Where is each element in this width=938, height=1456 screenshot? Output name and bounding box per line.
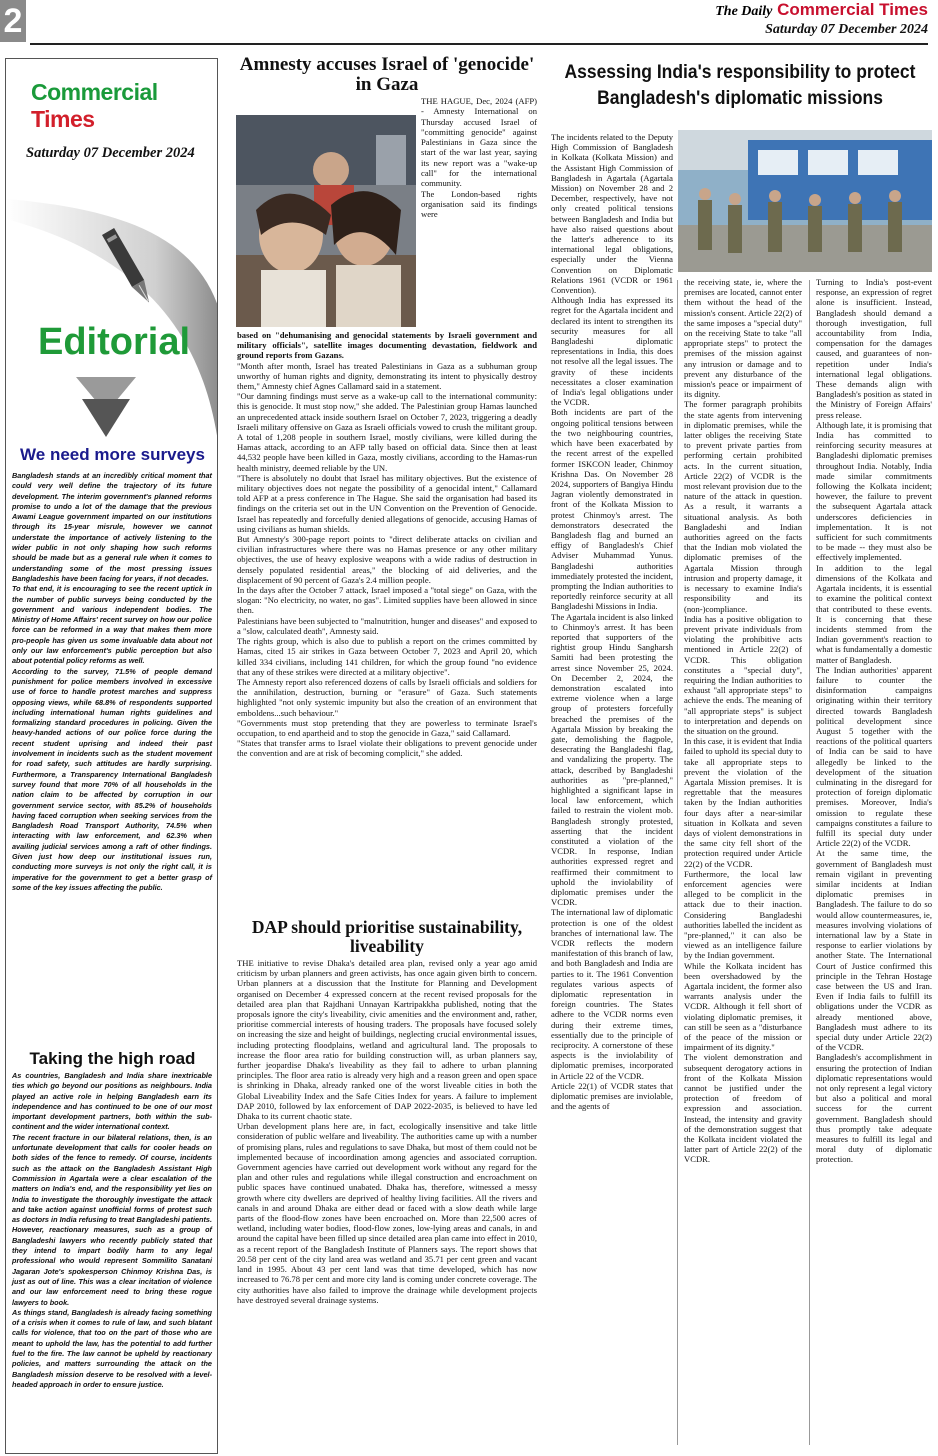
amnesty-paragraph: "Governments must stop pretending that they are powerless to terminate Israel's occupation, to end apartheid and to stop the genocide in Gaza," said Callamard. xyxy=(237,717,537,738)
masthead-rule xyxy=(30,43,928,45)
dap-paragraph: THE initiative to revise Dhaka's detailed area plan, revised only a year ago amid criticism by urban planners and green activists, has once again given birth to concern. Urban planners at a discussion that the Institute for Planning and Development organised on December 4 expressed concern at the recent revised proposals for the detailed area plan that Rajdhani Unnayan Kartripakkha published, noting that the proposals ignore the city's liveability, civic amenities and the environment and, rather, prioritise commercial interests of housing traders. The proposals have focused solely on increasing the size and height of buildings, neglecting crucial environmental issues, including protecting floodplains, wetland and agricultural land. The proposals to increase the floor area ratio for building construction will, as urban planners say, further jeopardise Dhaka's liveability as they fail to adhere to urban planning principles. The floor area ratio is already very high and a reason green and open space is shrinking in Dhaka, already ranked one of the worst liveable cities in both the Global Liveability Index and the Safe Cities Index for years. A failure to implement DAP 2010, followed by lax enforcement of DAP 2022-2035, is believed to have led Dhaka to its current chaotic state. xyxy=(237,958,537,1122)
india-paragraph: The incidents related to the Deputy High Commission of Bangladesh in Kolkata (Kolkata Mission) and the Assistant High Commission of Bangladesh in Agartala (Agartala Mission) on November 28 and 2 December, respectively, have not only created political tensions between Bangladesh and India but have also raised questions about the latter's adherence to its international legal obligations, especially under the Vienna Convention on Diplomatic Relations 1961 (VCDR or 1961 Convention). xyxy=(551,132,673,296)
brand-prefix: The Daily xyxy=(715,4,773,19)
page-number: 2 xyxy=(0,0,26,42)
dap-paragraph: Urban development plans here are, in fact, ecologically insensitive and take little consideration of public welfare and liveability. The authorities came up with a number of promising plans, rules and regulations to save Dhaka, but most of them could not be implemented because of incoordination among agencies and associated corruption. Government agencies have carried out development work without any regard for the plan and other rules and regulations while illegal construction and encroachment on public spaces have continued unabated. Dhaka has, therefore, witnessed a messy growth where city dwellers are deprived of healthy living facilities. All the rivers and canals in and around Dhaka are either dead or faced with a slow death while large parts of the flood-flow zones have been encroached on. More than 22,500 acres of wetland, including water bodies, flood-flow zones, low-lying areas and canals, in and around the capital have been filled up since detailed area plan came into effect in 2010, as a recent report of the Bangladesh Institute of Planners says. The report shows that 20.58 per cent of the city land area was wetland and 35.71 per cent green and vacant land in 1995. About 43 per cent land was that time developed, which has now increased to 76.78 per cent and more city land is coming under concrete coverage. The city authorities have also failed to improve the drainage while development projects have destroyed several drainage systems. xyxy=(237,1121,537,1305)
down-arrow-icon xyxy=(76,377,136,443)
logo-word-commercial: Commercial xyxy=(31,79,158,105)
amnesty-paragraph: The rights group, which is also due to publish a report on the crimes committed by Hamas, cited 15 air strikes in Gaza between October 7, 2023 and April 20, which killed 334 civilians, including 141 children, for which the group found "no evidence that any of these strikes were directed at a military objective". xyxy=(237,636,537,677)
amnesty-paragraph: based on "dehumanising and genocidal statements by Israeli government and military officials", satellite images documenting devastation, fieldwork and ground reports from Gazans. xyxy=(237,330,537,361)
amnesty-paragraph: "There is absolutely no doubt that Israel has military objectives. But the existence of military objectives does not negate the possibility of a genocidal intent," Callamard told AFP at a press conference in The Hague. She said the organisation had based its findings on the criteria set out in the UN Convention on the Prevention of Genocide. Israel has repeatedly and forcefully denied allegations of genocide, accusing Hamas of using civilians as human shields. xyxy=(237,472,537,534)
india-paragraph: the receiving state, ie, where the premises are located, cannot enter them without the head of the mission's consent. Article 22(2) of the same imposes a "special duty" on the receiving State to take "all appropriate steps" to protect the premises of the mission against any intrusion or damage and to prevent any disturbance of the mission's peace or impairment of its dignity. xyxy=(684,277,802,400)
india-paragraph: Turning to India's post-event response, an expression of regret alone is insufficient. Instead, Bangladesh should demand a thorough investigation, full accountability from India, compensation for the damages caused, and guarantees of non-repetition under India's international legal obligations. These demands align with Bangladesh's position as stated in the Ministry of Foreign Affairs' press release. xyxy=(816,277,932,420)
india-column-1 xyxy=(551,132,673,1112)
india-headline xyxy=(563,60,916,112)
editorial-headline-2: Taking the high road xyxy=(29,1049,196,1068)
amnesty-body xyxy=(237,330,537,759)
brand-name: Commercial Times xyxy=(777,0,928,19)
editorial-paragraph: According to the survey, 71.5% of people demand punishment for police members involved in excessive use of force to handle protest marches and suppress opposing views, while 68.8% of respondents supported including international human rights guidelines and formalizing standard procedures in policing. Given the heavy-handed actions of our police force during the recent student uprising and indeed their past involvement in incidents such as the student movement for road safety, such attitudes are hardly surprising. Furthermore, a Transparency International Bangladesh survey found that more 70% of all households in the nation claim to be affected by corruption in our government service sector, with 85.2% of households having faced corruption when seeking services from the Bangladesh Road Transport Authority, 74.5% when interacting with law enforcement, and 62.3% when availing judicial services among a raft of other findings. Given just how deep our institutional issues run, conducting more surveys is not only the right call, it is imperative for the government to get a better grasp of some of the key issues affecting the public. xyxy=(12,666,212,892)
amnesty-lead-continued: The London-based rights organisation said its findings were xyxy=(421,188,537,220)
masthead-brand xyxy=(715,0,928,20)
masthead-date: Saturday 07 December 2024 xyxy=(765,22,928,37)
gaza-children-photo xyxy=(236,115,416,327)
amnesty-headline: Amnesty accuses Israel of 'genocide' in Gaza xyxy=(239,54,535,95)
india-column-2 xyxy=(684,277,802,1165)
india-paragraph: The former paragraph prohibits the state agents from intervening in diplomatic premises, while the latter obliges the receiving State to prevent private parties from performing certain prohibited acts. In the current situation, Article 22(2) of VCDR is the most relevant provision due to the nature of the attack in question. As a result, it warrants a situational analysis. As both Bangladeshi and Indian authorities agreed on the facts that the Indian mob violated the diplomatic premises of the Agartala Mission through intrusion and property damage, it is necessary to examine India's responsibility and its (non-)compliance. xyxy=(684,399,802,614)
column-divider xyxy=(809,280,810,1445)
amnesty-paragraph: But Amnesty's 300-page report points to "direct deliberate attacks on civilian and civilian infrastructures where there was no Hamas presence or any other military objectives, the use of heavy explosive weapons with a wide radius of destruction in densely populated residential areas," the blocking of aid deliveries, and the displacement of 90 percent of Gaza's 2.4 million people. xyxy=(237,534,537,585)
india-paragraph: While the Kolkata incident has been overshadowed by the Agartala incident, the former also warrants analysis under the VCDR. Although it fell short of violating diplomatic premises, it can still be seen as a "disturbance of the peace of the mission or impairment of its dignity." xyxy=(684,960,802,1053)
logo-word-times: Times xyxy=(31,106,95,132)
india-paragraph: The Agartala incident is also linked to Chinmoy's arrest. It has been reported that supporters of the rightist group Hindu Sangharsh Samiti had been protesting the arrest since November 25, 2024. On December 2, 2024, the demonstration escalated into extreme violence when a large group of protesters forcefully breached the premises of the Agartala Mission by breaking the gate, demolishing the flagpole, desecrating the Bangladeshi flag, and vandalizing the property. The attack, described by Bangladeshi authorities as "pre-planned," highlighted a significant lapse in local law enforcement, which failed to restrain the violent mob. Bangladesh strongly protested, asserting that the incident constituted a violation of the VCDR. In response, Indian authorities expressed regret and reaffirmed their commitment to uphold the inviolability of diplomatic premises under the VCDR. xyxy=(551,611,673,908)
editorial-paragraph: As countries, Bangladesh and India share inextricable ties which go beyond our positions as neighbours. India played an active role in helping Bangladesh earn its independence and has continued to be one of our most important development partners, both within the sub-continent and the wider international context. xyxy=(12,1071,212,1132)
india-column-3 xyxy=(816,277,932,1165)
amnesty-paragraph: "Month after month, Israel has treated Palestinians in Gaza as a subhuman group unworthy of human rights and dignity, demonstrating its intent to physically destroy them," Amnesty chief Agnes Callamard said in a statement. xyxy=(237,360,537,392)
editorial-date: Saturday 07 December 2024 xyxy=(26,145,195,161)
amnesty-paragraph: "States that transfer arms to Israel violate their obligations to prevent genocide under the convention and are at risk of becoming complicit," she added. xyxy=(237,738,537,759)
india-paragraph: Bangladesh's accomplishment in ensuring the protection of Indian diplomatic representations would not only represent a legal victory but also a political and moral success for the current government. Bangladesh should thus promptly take adequate measures to fulfill its legal and moral duty of diplomatic protection. xyxy=(816,1052,932,1165)
editorial-headline-1: We need more surveys xyxy=(20,445,205,464)
editorial-paragraph: Bangladesh stands at an incredibly critical moment that could very well define the trajectory of its future development. The interim government's planned reforms promise to undo a lot of the damage that the previous Awami League government imparted on our institutions through its 15-year misrule, however we cannot understate the importance of actively listening to the wider public in not only shaping how such reforms should be made but as a general rule when it comes to understanding some of the most pressing issues Bangladeshis have been facing for years, if not decades. xyxy=(12,471,212,583)
india-paragraph: India has a positive obligation to prevent private individuals from violating the prohibitive acts mentioned in Article 22(2) of VCDR. This obligation constitutes a "special duty", requiring the Indian authorities to exhaust "all appropriate steps" to achieve the ends. The meaning of "all appropriate steps" is subject to interpretation and depends on the situation on the ground. xyxy=(684,613,802,736)
amnesty-lead xyxy=(421,96,537,220)
column-divider xyxy=(677,280,678,1445)
india-paragraph: The violent demonstration and subsequent derogatory actions in front of the Kolkata Mission cannot be justified under the protection of freedom of expression and association. Instead, the intensity and gravity of the demonstration suggest that the Kolkata incident violated the latter part of Article 22(2) of the VCDR. xyxy=(684,1052,802,1165)
editorial-paragraph: The recent fracture in our bilateral relations, then, is an unfortunate development that calls for cooler heads on both sides of the fence to remedy. Of course, incidents such as the attack on the Bangladesh Assistant High Commission in Agartala were a clear escalation of the matters on India's end, and the responsibility yet lies on India to investigate the thoroughly investigate the attack and take action against unofficial forms of protest such as doctors in India refusing to treat Bangladeshi patients. However, reactionary measures, such as a group of Bangladeshi lawyers who recently publicly stated that they intend to impart bodily harm to any legal professional who would represent Sommilito Sanatani Jagaran Jote's spokesperson Chinmoy Krishna Das, is just as out of line. This was a clear incitation of violence and our law enforcement need to bring these rogue lawyers to book. xyxy=(12,1132,212,1307)
amnesty-lead-text: THE HAGUE, Dec, 2024 (AFP) - Amnesty International on Thursday accused Israel of "committing genocide" against Palestinians in Gaza since the start of the war last year, saying its new report was a "wake-up call" for the international community. xyxy=(421,96,537,189)
mission-security-photo xyxy=(678,130,932,272)
editorial-logo xyxy=(31,79,217,133)
india-paragraph: Article 22(1) of VCDR states that diplomatic premises are inviolable, and the agents of xyxy=(551,1080,673,1112)
dap-body xyxy=(237,958,537,1305)
editorial-paragraph: To that end, it is encouraging to see the recent uptick in the number of public surveys being conducted by the government and various independent bodies. The Ministry of Home Affairs' recent survey on how our police force can be reformed in a way that makes them more pro-people has given us some invaluable data about not only our law enforcement's public perception but also about potential policy reforms as well. xyxy=(12,584,212,666)
india-paragraph: Although India has expressed its regret for the Agartala incident and declared its intent to strengthen its security measures for all Bangladeshi diplomatic representations in India, this does not resolve all the legal issues. The gravity of these incidents necessitates a closer examination of India's legal obligations under the VCDR. xyxy=(551,295,673,408)
editorial-column xyxy=(5,58,218,1454)
india-headline-line-1: Assessing India's responsibility to protect xyxy=(564,62,916,83)
india-paragraph: Furthermore, the local law enforcement agencies were alleged to be complicit in the attack due to their inaction. Considering Bangladeshi authorities labelled the incident as "pre-planned," it can also be viewed as an intelligence failure by the Indian government. xyxy=(684,868,802,961)
amnesty-paragraph: The Amnesty report also referenced dozens of calls by Israeli officials and soldiers for the annihilation, destruction, burning or "erasure" of Gaza. Such statements highlighted "not only systemic impunity but also the creation of an environment that emboldens...such behaviour." xyxy=(237,676,537,718)
india-paragraph: In addition to the legal dimensions of the Kolkata and Agartala incidents, it is essential to examine the political context that contributed to these events. It is concerning that these incidents stemmed from the Indian government's reaction to what is fundamentally a domestic matter of Bangladesh. xyxy=(816,562,932,665)
india-headline-line-2: Bangladesh's diplomatic missions xyxy=(597,88,883,109)
amnesty-paragraph: In the days after the October 7 attack, Israel imposed a "total siege" on Gaza, with the slogan: "No electricity, no water, no gas". Limited supplies have been allowed in since then. xyxy=(237,585,537,616)
editorial-body-1 xyxy=(12,471,212,893)
india-paragraph: Although late, it is promising that India has committed to reinforcing security measures at Bangladeshi diplomatic premises throughout India. Notably, India made similar commitments following the Kolkata incident; however, the failure to prevent the subsequent Agartala attack underscores deficiencies in implementation. It is not sufficient for such commitments to be made -- they must also be effectively implemented. xyxy=(816,419,933,563)
section-title: Editorial xyxy=(38,321,191,363)
india-paragraph: In this case, it is evident that India failed to uphold its special duty to take all appropriate steps to prevent the violation of the Agartala Mission premises. It is regrettable that the measures taken by the Indian authorities four days after a near-similar situation in Kolkata and seven days of violent demonstrations in the same city fell short of the protection required under Article 22(2) of the VCDR. xyxy=(684,736,802,869)
amnesty-paragraph: Palestinians have been subjected to "malnutrition, hunger and diseases" and exposed to a "slow, calculated death", Amnesty said. xyxy=(237,615,537,636)
india-paragraph: Both incidents are part of the ongoing political tensions between the two neighbouring countries, which have been exacerbated by the recent arrest of the expelled former ISKCON leader, Chinmoy Krishna Das. On November 28 2024, supporters of Bangiya Hindu Jagran violently demonstrated in front of the Kolkata Mission to protest Chinmoy's arrest. The demonstrators desecrated the Bangladesh flag and burned an effigy of Bangladesh's Chief Adviser Muhammad Yunus. Bangladeshi authorities immediately protested the incident, prompting the Indian authorities to reportedly reinforce security at all Bangladeshi Missions in India. xyxy=(551,407,673,612)
editorial-paragraph: As things stand, Bangladesh is already facing something of a crisis when it comes to rule of law, and such blatant calls for violence, that too on the part of those who are meant to uphold the law, has the potential to add further fuel to the fire. The law cannot be upheld by reactionary policies, and matters surrounding the attack on the Bangladesh mission deserve to be resolved with a level-headed approach in order to ensure justice. xyxy=(12,1307,212,1389)
india-paragraph: The Indian authorities' apparent failure to counter the disinformation campaigns originating within their territory directed towards Bangladesh political development since August 5 together with the reactions of the political quarters of India can be said to have allegedly be linked to the development of the situation culminating in the disregard for protection of foreign diplomatic premises. Moreover, India's omission to regulate these campaigns constitutes a failure to fulfill its special duty under Article 22(2) of the VCDR. xyxy=(816,664,932,849)
editorial-body-2 xyxy=(12,1071,212,1390)
india-paragraph: At the same time, the government of Bangladesh must remain vigilant in preventing similar incidents at Indian diplomatic premises in Bangladesh. The failure to do so would allow countermeasures, ie, measures involving violations of international law by a State in response to earlier violations by another State. The International Court of Justice confirmed this principle in the Tehran Hostage case between the US and Iran. Even if India fails to fulfill its obligations under the VCDR as already mentioned above, Bangladesh must adhere to its special duty under Article 22(2) of the VCDR. xyxy=(816,848,932,1053)
india-paragraph: The international law of diplomatic protection is one of the oldest branches of international law. The VCDR reflects the modern manifestation of this branch of law, and both Bangladesh and India are parties to it. The 1961 Convention regulates various aspects of diplomatic representation in foreign countries. The States adhere to the VCDR norms even during their extreme times, essentially due to the principle of reciprocity. A cornerstone of these aspects is the inviolability of diplomatic premises, incorporated in Article 22 of the VCDR. xyxy=(551,907,673,1081)
amnesty-paragraph: "Our damning findings must serve as a wake-up call to the international community: this is genocide. It must stop now," she added. The Palestinian group Hamas launched an unprecedented attack inside southern Israel on October 7, 2023, triggering a deadly Israeli military offensive on Gaza as Israeli officials vowed to crush the militant group. A total of 1,208 people in southern Israel, mostly civilians, were killed during the Hamas attack, according to an AFP tally based on official data. Since then at least 44,532 people have been killed in Gaza, mostly civilians, according to the Hamas-run health ministry, deemed reliable by the UN. xyxy=(237,391,537,473)
dap-headline: DAP should prioritise sustainability, liveability xyxy=(251,917,523,956)
